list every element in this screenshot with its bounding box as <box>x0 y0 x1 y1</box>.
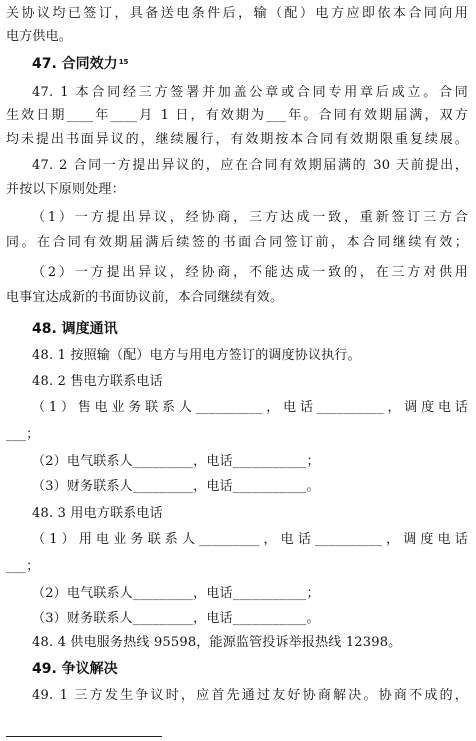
paragraph-line: 47. 2 合同一方提出异议的，应在合同有效期届满的 30 天前提出， <box>32 158 468 173</box>
paragraph-line: （2）电气联系人_________，电话___________； <box>32 586 320 601</box>
footnote-separator <box>6 736 162 737</box>
paragraph-line: 电事宜达成新的书面协议前，本合同继续有效。 <box>6 290 284 305</box>
paragraph-line: 48. 1 按照输（配）电方与用电方签订的调度协议执行。 <box>32 348 361 363</box>
paragraph-line: 同。在合同有效期届满后续签的书面合同签订前，本合同继续有效； <box>6 235 468 250</box>
paragraph-line: （3）财务联系人_________，电话___________。 <box>32 611 320 626</box>
section-heading-48 <box>32 320 118 338</box>
paragraph-line: 48. 4 供电服务热线 95598，能源监管投诉举报热线 12398。 <box>32 635 402 650</box>
paragraph-line: （1）一方提出异议，经协商，三方达成一致，重新签订三方合 <box>32 210 468 225</box>
paragraph-line: （1）售电业务联系人__________，电话__________，调度电话 <box>32 400 468 415</box>
section-title: 47. 合同效力 <box>32 56 118 72</box>
section-title: 49. 争议解决 <box>32 661 118 677</box>
paragraph-line: 并按以下原则处理： <box>6 182 125 197</box>
paragraph-line: 电方供电。 <box>6 29 73 44</box>
paragraph-line: 49. 1 三方发生争议时，应首先通过友好协商解决。协商不成的， <box>32 688 468 703</box>
paragraph-line: （3）财务联系人_________，电话___________。 <box>32 479 320 494</box>
section-heading-47 <box>32 55 128 73</box>
paragraph-line: 48. 2 售电方联系电话 <box>32 374 163 389</box>
paragraph-line: 生效日期____年____月 1 日，有效期为___年。合同有效期届满，双方 <box>6 108 468 123</box>
paragraph-line: 关协议均已签订，具备送电条件后，输（配）电方应即依本合同向用 <box>6 6 468 21</box>
paragraph-line: （1）用电业务联系人_________，电话__________，调度电话 <box>32 532 468 547</box>
paragraph-line: 48. 3 用电方联系电话 <box>32 506 163 521</box>
paragraph-line: （2）一方提出异议，经协商，不能达成一致的，在三方对供用 <box>32 265 468 280</box>
paragraph-line: 均未提出书面异议的，继续履行，有效期按本合同有效期限重复续展。 <box>6 132 468 147</box>
paragraph-line: 47. 1 本合同经三方签署并加盖公章或合同专用章后成立。合同 <box>32 85 468 100</box>
section-heading-49 <box>32 660 118 678</box>
section-title: 48. 调度通讯 <box>32 321 118 337</box>
footnote-marker: 15 <box>118 58 129 66</box>
paragraph-line: ___； <box>6 427 40 442</box>
paragraph-line: （2）电气联系人_________，电话___________； <box>32 454 320 469</box>
paragraph-line: ___； <box>6 559 40 574</box>
